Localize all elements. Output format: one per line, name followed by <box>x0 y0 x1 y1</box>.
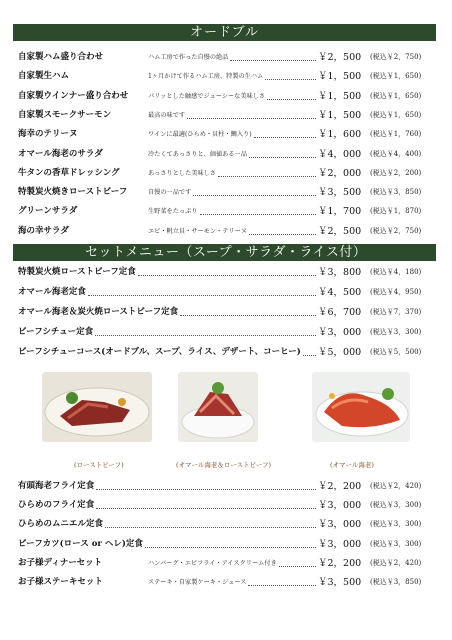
item-price: ￥2，500 <box>318 225 362 237</box>
dot-leader <box>138 275 316 276</box>
item-tax-price: (税込￥3，850) <box>370 578 422 586</box>
menu-row <box>18 203 442 220</box>
item-tax-price: (税込￥3，300) <box>370 520 422 529</box>
lobster-caption: (オマール海老) <box>330 461 374 469</box>
item-name: 自家製生ハム <box>18 71 70 82</box>
item-name: オマール海老のサラダ <box>18 148 103 159</box>
item-tax-price: (税込￥5，500) <box>370 348 422 356</box>
item-name: グリーンサラダ <box>18 206 78 217</box>
roast-beef-photo <box>42 372 152 442</box>
item-name: ビーフカツ(ロース or ヘレ)定食 <box>18 538 143 549</box>
item-tax-price: (税込￥3，300) <box>370 501 422 510</box>
item-price: ￥3，000 <box>318 500 362 512</box>
item-description: 冷たくてあっさりと、価値ある一品 <box>148 150 247 158</box>
menu-row <box>18 516 442 533</box>
lobster-roast-beef-photo <box>178 372 258 442</box>
menu-row <box>18 497 442 514</box>
item-description: 自慢の一品です <box>148 189 192 197</box>
item-name: お子様ステーキセット <box>18 577 103 587</box>
item-price: ￥6，700 <box>318 307 362 318</box>
item-price: ￥1，500 <box>318 90 362 102</box>
dot-leader <box>88 295 316 296</box>
item-price: ￥3，800 <box>318 267 362 278</box>
item-tax-price: (税込￥4，400) <box>370 149 422 158</box>
item-price: ￥4，500 <box>318 287 362 298</box>
roast-beef-caption: (ローストビーフ) <box>74 461 124 469</box>
menu-row <box>18 574 442 591</box>
item-description: 最高の味です <box>148 111 186 119</box>
item-name: 特製炭火焼きローストビーフ <box>18 187 128 198</box>
item-name: ひらめのムニエル定食 <box>18 519 104 530</box>
dot-leader <box>303 355 316 356</box>
item-name: ビーフシチューコース(オードブル、スープ、ライス、デザート、コーヒー) <box>18 347 301 357</box>
item-price: ￥2，200 <box>318 481 362 492</box>
item-tax-price: (税込￥7，370) <box>370 308 422 316</box>
item-tax-price: (税込￥2，750) <box>370 226 422 235</box>
item-price: ￥3，500 <box>318 187 362 199</box>
menu-row <box>18 284 442 301</box>
menu-row <box>18 146 442 163</box>
item-name: オマール海老＆炭火焼ローストビーフ定食 <box>18 307 179 317</box>
menu-row <box>18 223 442 240</box>
dot-leader <box>249 234 316 235</box>
dot-leader <box>230 60 316 61</box>
item-tax-price: (税込￥3，300) <box>370 539 422 548</box>
item-price: ￥3，500 <box>318 577 362 588</box>
menu-row <box>18 68 442 85</box>
menu-row <box>18 555 442 572</box>
menu-row <box>18 184 442 201</box>
item-price: ￥1，500 <box>318 71 362 83</box>
item-description: ステーキ・自家製ケーキ・ジュース <box>148 579 247 586</box>
menu-row <box>18 49 442 66</box>
dot-leader <box>180 315 316 316</box>
dot-leader <box>248 585 316 586</box>
item-price: ￥5，000 <box>318 347 362 358</box>
menu-row <box>18 165 442 182</box>
item-tax-price: (税込￥2，420) <box>370 482 422 490</box>
item-description: パリッとした触感でジューシーな美味しさ <box>148 92 266 100</box>
item-tax-price: (税込￥2，750) <box>370 53 422 61</box>
item-tax-price: (税込￥4，180) <box>370 268 422 276</box>
item-tax-price: (税込￥2，420) <box>370 558 422 567</box>
dot-leader <box>265 79 316 80</box>
item-description: 生野菜をたっぷり <box>148 208 198 216</box>
item-description: エビ・帆立貝・サーモン・テリーヌ <box>148 227 247 235</box>
item-price: ￥4，000 <box>318 148 362 160</box>
dot-leader <box>218 176 316 177</box>
item-name: ひらめのフライ定食 <box>18 500 95 511</box>
item-tax-price: (税込￥1，760) <box>370 130 422 139</box>
menu-row <box>18 126 442 143</box>
item-price: ￥3，000 <box>318 519 362 531</box>
item-description: ハム工房で作った自慢の絶品 <box>148 54 229 61</box>
item-price: ￥1，600 <box>318 129 362 141</box>
dot-leader <box>200 214 316 215</box>
item-name: 特製炭火焼ローストビーフ定食 <box>18 267 136 277</box>
item-price: ￥2，500 <box>318 52 362 63</box>
dot-leader <box>193 195 316 196</box>
menu-row <box>18 478 442 495</box>
item-name: 牛タンの香草ドレッシング <box>18 167 120 178</box>
item-name: 有頭海老フライ定食 <box>18 481 95 491</box>
item-name: 海の幸サラダ <box>18 225 69 236</box>
dot-leader <box>95 335 316 336</box>
menu-row <box>18 324 442 341</box>
item-description: あっさりとした美味しさ <box>148 169 216 177</box>
item-name: 自家製ウインナー盛り合わせ <box>18 90 129 101</box>
item-name: お子様ディナーセット <box>18 557 103 568</box>
item-price: ￥3，000 <box>318 538 362 550</box>
lobster-photo <box>312 372 410 442</box>
dot-leader <box>279 566 316 567</box>
item-price: ￥1，700 <box>318 206 362 218</box>
menu-row <box>18 107 442 124</box>
lobster-roast-beef-caption: (オマール海老＆ローストビーフ) <box>176 461 272 469</box>
item-tax-price: (税込￥1，650) <box>370 110 422 119</box>
item-name: 自家製スモークサーモン <box>18 109 112 120</box>
menu-row <box>18 88 442 105</box>
item-tax-price: (税込￥1，870) <box>370 207 422 216</box>
item-name: 海幸のテリーヌ <box>18 129 78 140</box>
item-description: ハンバーグ・エビフライ・アイスクリーム付き <box>148 559 277 567</box>
item-price: ￥3，000 <box>318 327 362 338</box>
item-description: 1ヶ月かけて作るハム工房、特製の生ハム <box>148 73 264 81</box>
item-price: ￥2，200 <box>318 557 362 569</box>
dot-leader <box>145 547 316 548</box>
menu-row <box>18 536 442 553</box>
set-menu-header: セットメニュー（スープ・サラダ・ライス付） <box>13 244 436 261</box>
dot-leader <box>267 99 316 100</box>
item-price: ￥1，500 <box>318 109 362 121</box>
menu-row <box>18 264 442 281</box>
menu-row <box>18 304 442 321</box>
item-tax-price: (税込￥3，300) <box>370 328 422 336</box>
item-name: オマール海老定食 <box>18 287 86 297</box>
dot-leader <box>187 118 316 119</box>
item-name: 自家製ハム盛り合わせ <box>18 52 104 62</box>
menu-row <box>18 344 442 361</box>
dot-leader <box>249 157 316 158</box>
dot-leader <box>96 489 316 490</box>
item-name: ビーフシチュー定食 <box>18 327 94 337</box>
item-tax-price: (税込￥1，650) <box>370 91 422 100</box>
dot-leader <box>254 137 316 138</box>
item-description: ワインに最適(ひらめ・貝柱・鯛入り) <box>148 131 252 139</box>
item-tax-price: (税込￥3，850) <box>370 188 422 197</box>
hors-doeuvre-header: オードブル <box>13 24 436 41</box>
item-tax-price: (税込￥4，950) <box>370 288 422 296</box>
item-price: ￥2，000 <box>318 167 362 179</box>
item-tax-price: (税込￥1，650) <box>370 72 422 81</box>
item-tax-price: (税込￥2，200) <box>370 168 422 177</box>
dot-leader <box>105 527 316 528</box>
dot-leader <box>96 508 316 509</box>
